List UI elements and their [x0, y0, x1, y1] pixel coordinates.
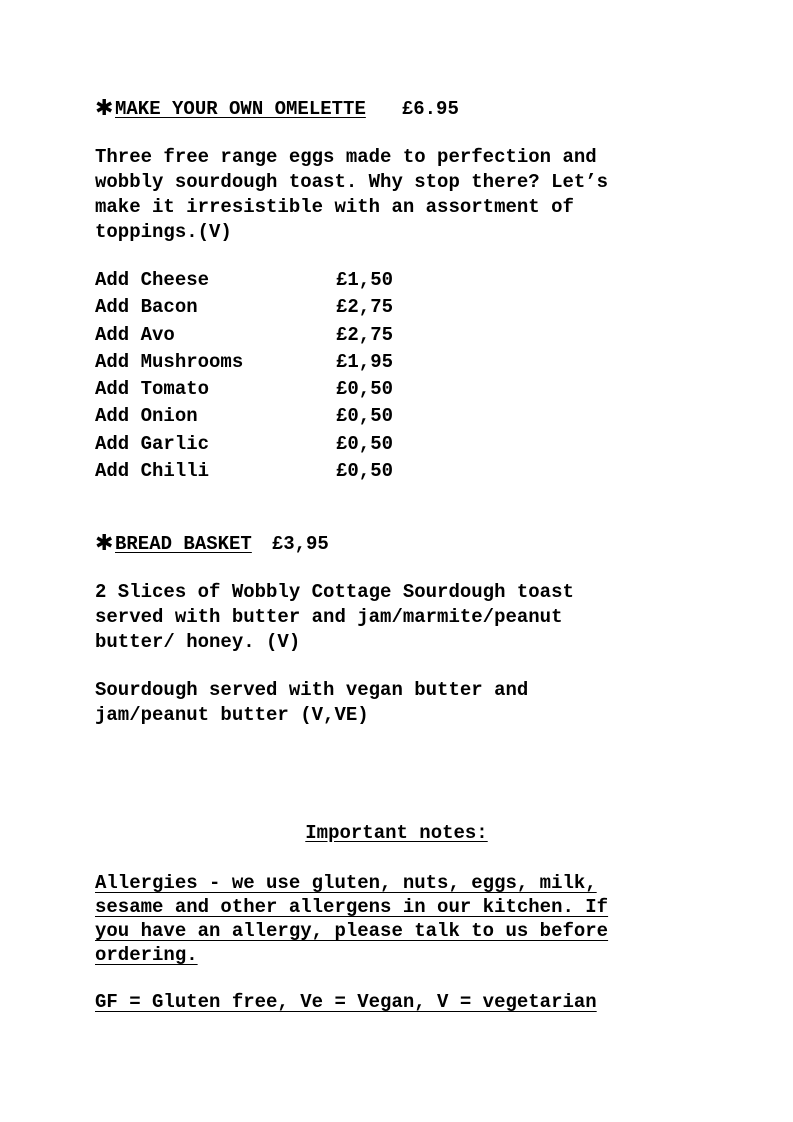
topping-name: Add Garlic [95, 432, 210, 455]
topping-price: £0,50 [336, 378, 394, 401]
topping-name: Add Chilli [95, 460, 210, 483]
allergy-notice: Allergies - we use gluten, nuts, eggs, milk, sesame and other allergens in our kitchen. If you have an allergy, please talk to us before ordering. [95, 872, 609, 966]
topping-name: Add Avo [95, 323, 175, 346]
bread-basket-description: 2 Slices of Wobbly Cottage Sourdough toast served with butter and jam/marmite/peanut butter/ honey. (V) [95, 581, 574, 653]
omelette-heading [95, 97, 459, 120]
topping-name: Add Cheese [95, 269, 210, 291]
topping-price: £0,50 [336, 405, 394, 428]
topping-row [95, 322, 415, 349]
asterisk-icon: ✱ [95, 531, 114, 556]
bread-basket-vegan-description: Sourdough served with vegan butter and jam/peanut butter (V,VE) [95, 679, 529, 726]
asterisk-icon: ✱ [95, 96, 114, 121]
bread-basket-heading [95, 532, 329, 555]
topping-name: Add Bacon [95, 296, 198, 319]
topping-price: £0,50 [336, 460, 394, 483]
bread-basket-price: £3,95 [271, 533, 329, 555]
omelette-price: £6.95 [401, 98, 459, 120]
topping-row [95, 458, 415, 485]
topping-row [95, 294, 415, 321]
topping-row [95, 349, 415, 376]
topping-price: £2,75 [336, 296, 394, 319]
topping-price: £1,95 [336, 350, 394, 373]
topping-price: £0,50 [336, 432, 394, 455]
topping-row [95, 376, 415, 403]
notes-title-text: Important notes: [305, 822, 488, 844]
topping-price: £1,50 [336, 269, 394, 291]
topping-row [95, 267, 415, 294]
topping-row [95, 431, 415, 458]
bread-basket-title: BREAD BASKET [115, 533, 252, 555]
topping-row [95, 403, 415, 430]
omelette-title: MAKE YOUR OWN OMELETTE [115, 98, 366, 120]
topping-name: Add Onion [95, 405, 198, 428]
dietary-legend: GF = Gluten free, Ve = Vegan, V = vegetarian [95, 991, 597, 1013]
toppings-list [95, 267, 415, 485]
topping-price: £2,75 [336, 323, 394, 346]
omelette-description: Three free range eggs made to perfection and wobbly sourdough toast. Why stop there? Let’s make it irresistible with an assortment of toppings.(V) [95, 146, 609, 243]
topping-name: Add Tomato [95, 378, 210, 401]
topping-name: Add Mushrooms [95, 350, 244, 373]
notes-title [0, 822, 793, 844]
